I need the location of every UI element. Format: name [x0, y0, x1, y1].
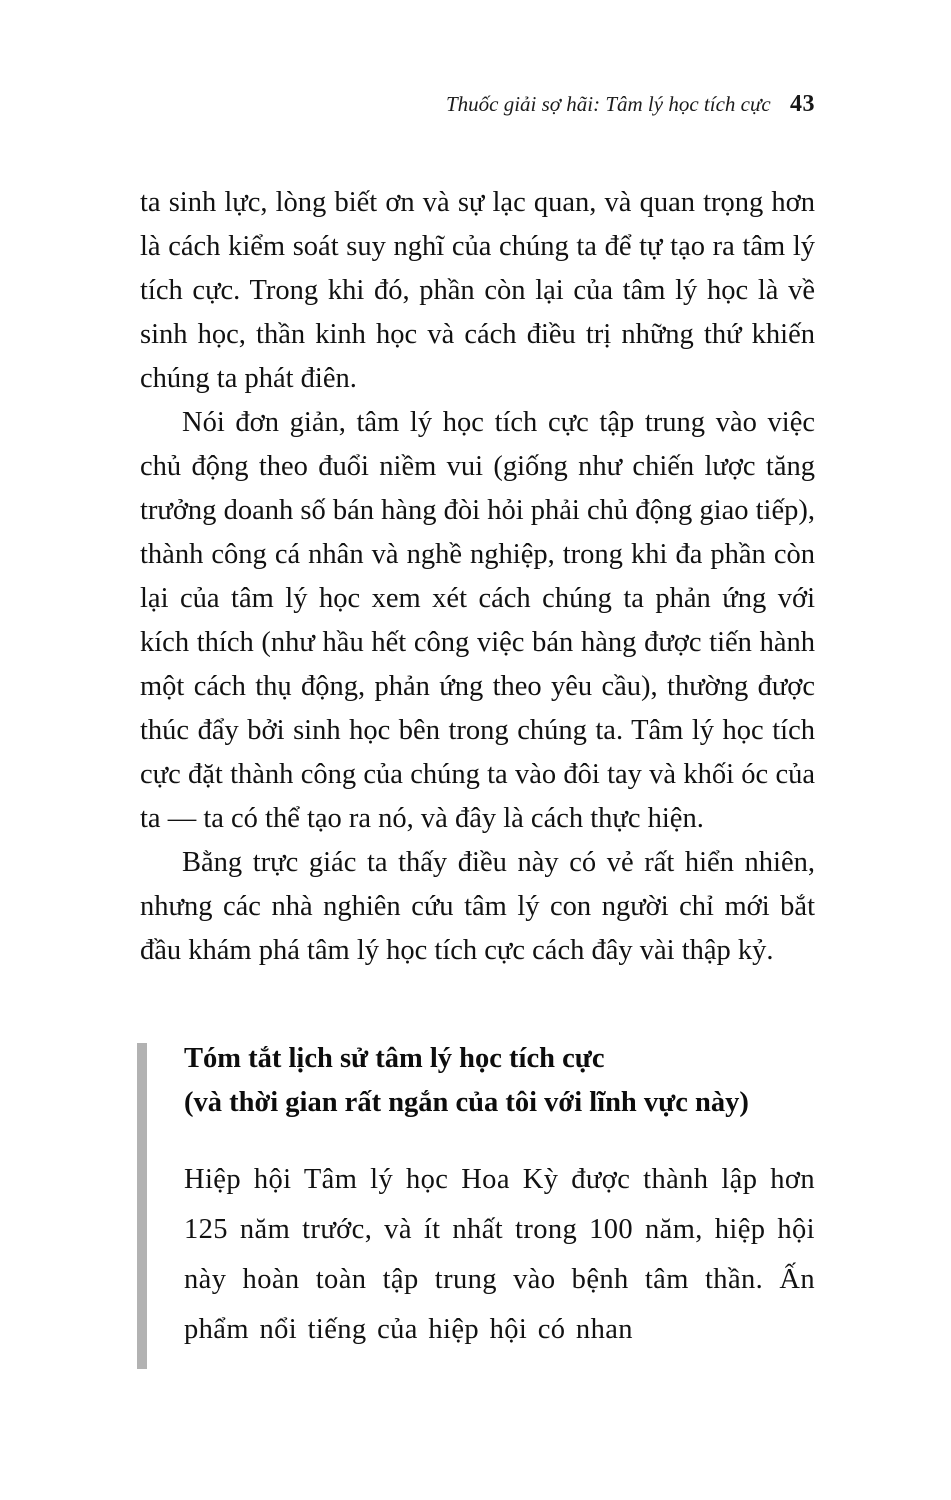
callout-heading-line-2: (và thời gian rất ngắn của tôi với lĩnh vực này)	[184, 1086, 749, 1118]
callout-body	[184, 1155, 815, 1355]
paragraph-3: Bằng trực giác ta thấy điều này có vẻ rất hiển nhiên, nhưng các nhà nghiên cứu tâm lý con người chỉ mới bắt đầu khám phá tâm lý học tích cực cách đây vài thập kỷ.	[140, 846, 815, 966]
paragraph-1: ta sinh lực, lòng biết ơn và sự lạc quan, và quan trọng hơn là cách kiểm soát suy nghĩ của chúng ta để tự tạo ra tâm lý tích cực. Trong khi đó, phần còn lại của tâm lý học là về sinh học, thần kinh học và cách điều trị những thứ khiến chúng ta phát điên.	[140, 186, 815, 394]
page-number: 43	[790, 91, 815, 117]
running-header	[140, 90, 815, 119]
callout-vertical-rule	[137, 1043, 147, 1369]
callout-section	[140, 1037, 815, 1355]
running-header-title: Thuốc giải sợ hãi: Tâm lý học tích cực	[445, 92, 771, 116]
body-text-block	[140, 181, 815, 973]
page-content	[140, 0, 815, 1355]
callout-heading	[184, 1037, 815, 1125]
callout-heading-line-1: Tóm tắt lịch sử tâm lý học tích cực	[184, 1042, 605, 1074]
paragraph-2: Nói đơn giản, tâm lý học tích cực tập trung vào việc chủ động theo đuổi niềm vui (giống như chiến lược tăng trưởng doanh số bán hàng đòi hỏi phải chủ động giao tiếp), thành công cá nhân và nghề nghiệp, trong khi đa phần còn lại của tâm lý học xem xét cách chúng ta phản ứng với kích thích (như hầu hết công việc bán hàng được tiến hành một cách thụ động, phản ứng theo yêu cầu), thường được thúc đẩy bởi sinh học bên trong chúng ta. Tâm lý học tích cực đặt thành công của chúng ta vào đôi tay và khối óc của ta — ta có thể tạo ra nó, và đây là cách thực hiện.	[140, 406, 815, 834]
callout-paragraph: Hiệp hội Tâm lý học Hoa Kỳ được thành lập hơn 125 năm trước, và ít nhất trong 100 năm, hiệp hội này hoàn toàn tập trung vào bệnh tâm thần. Ấn phẩm nổi tiếng của hiệp hội có nhan	[184, 1163, 815, 1345]
